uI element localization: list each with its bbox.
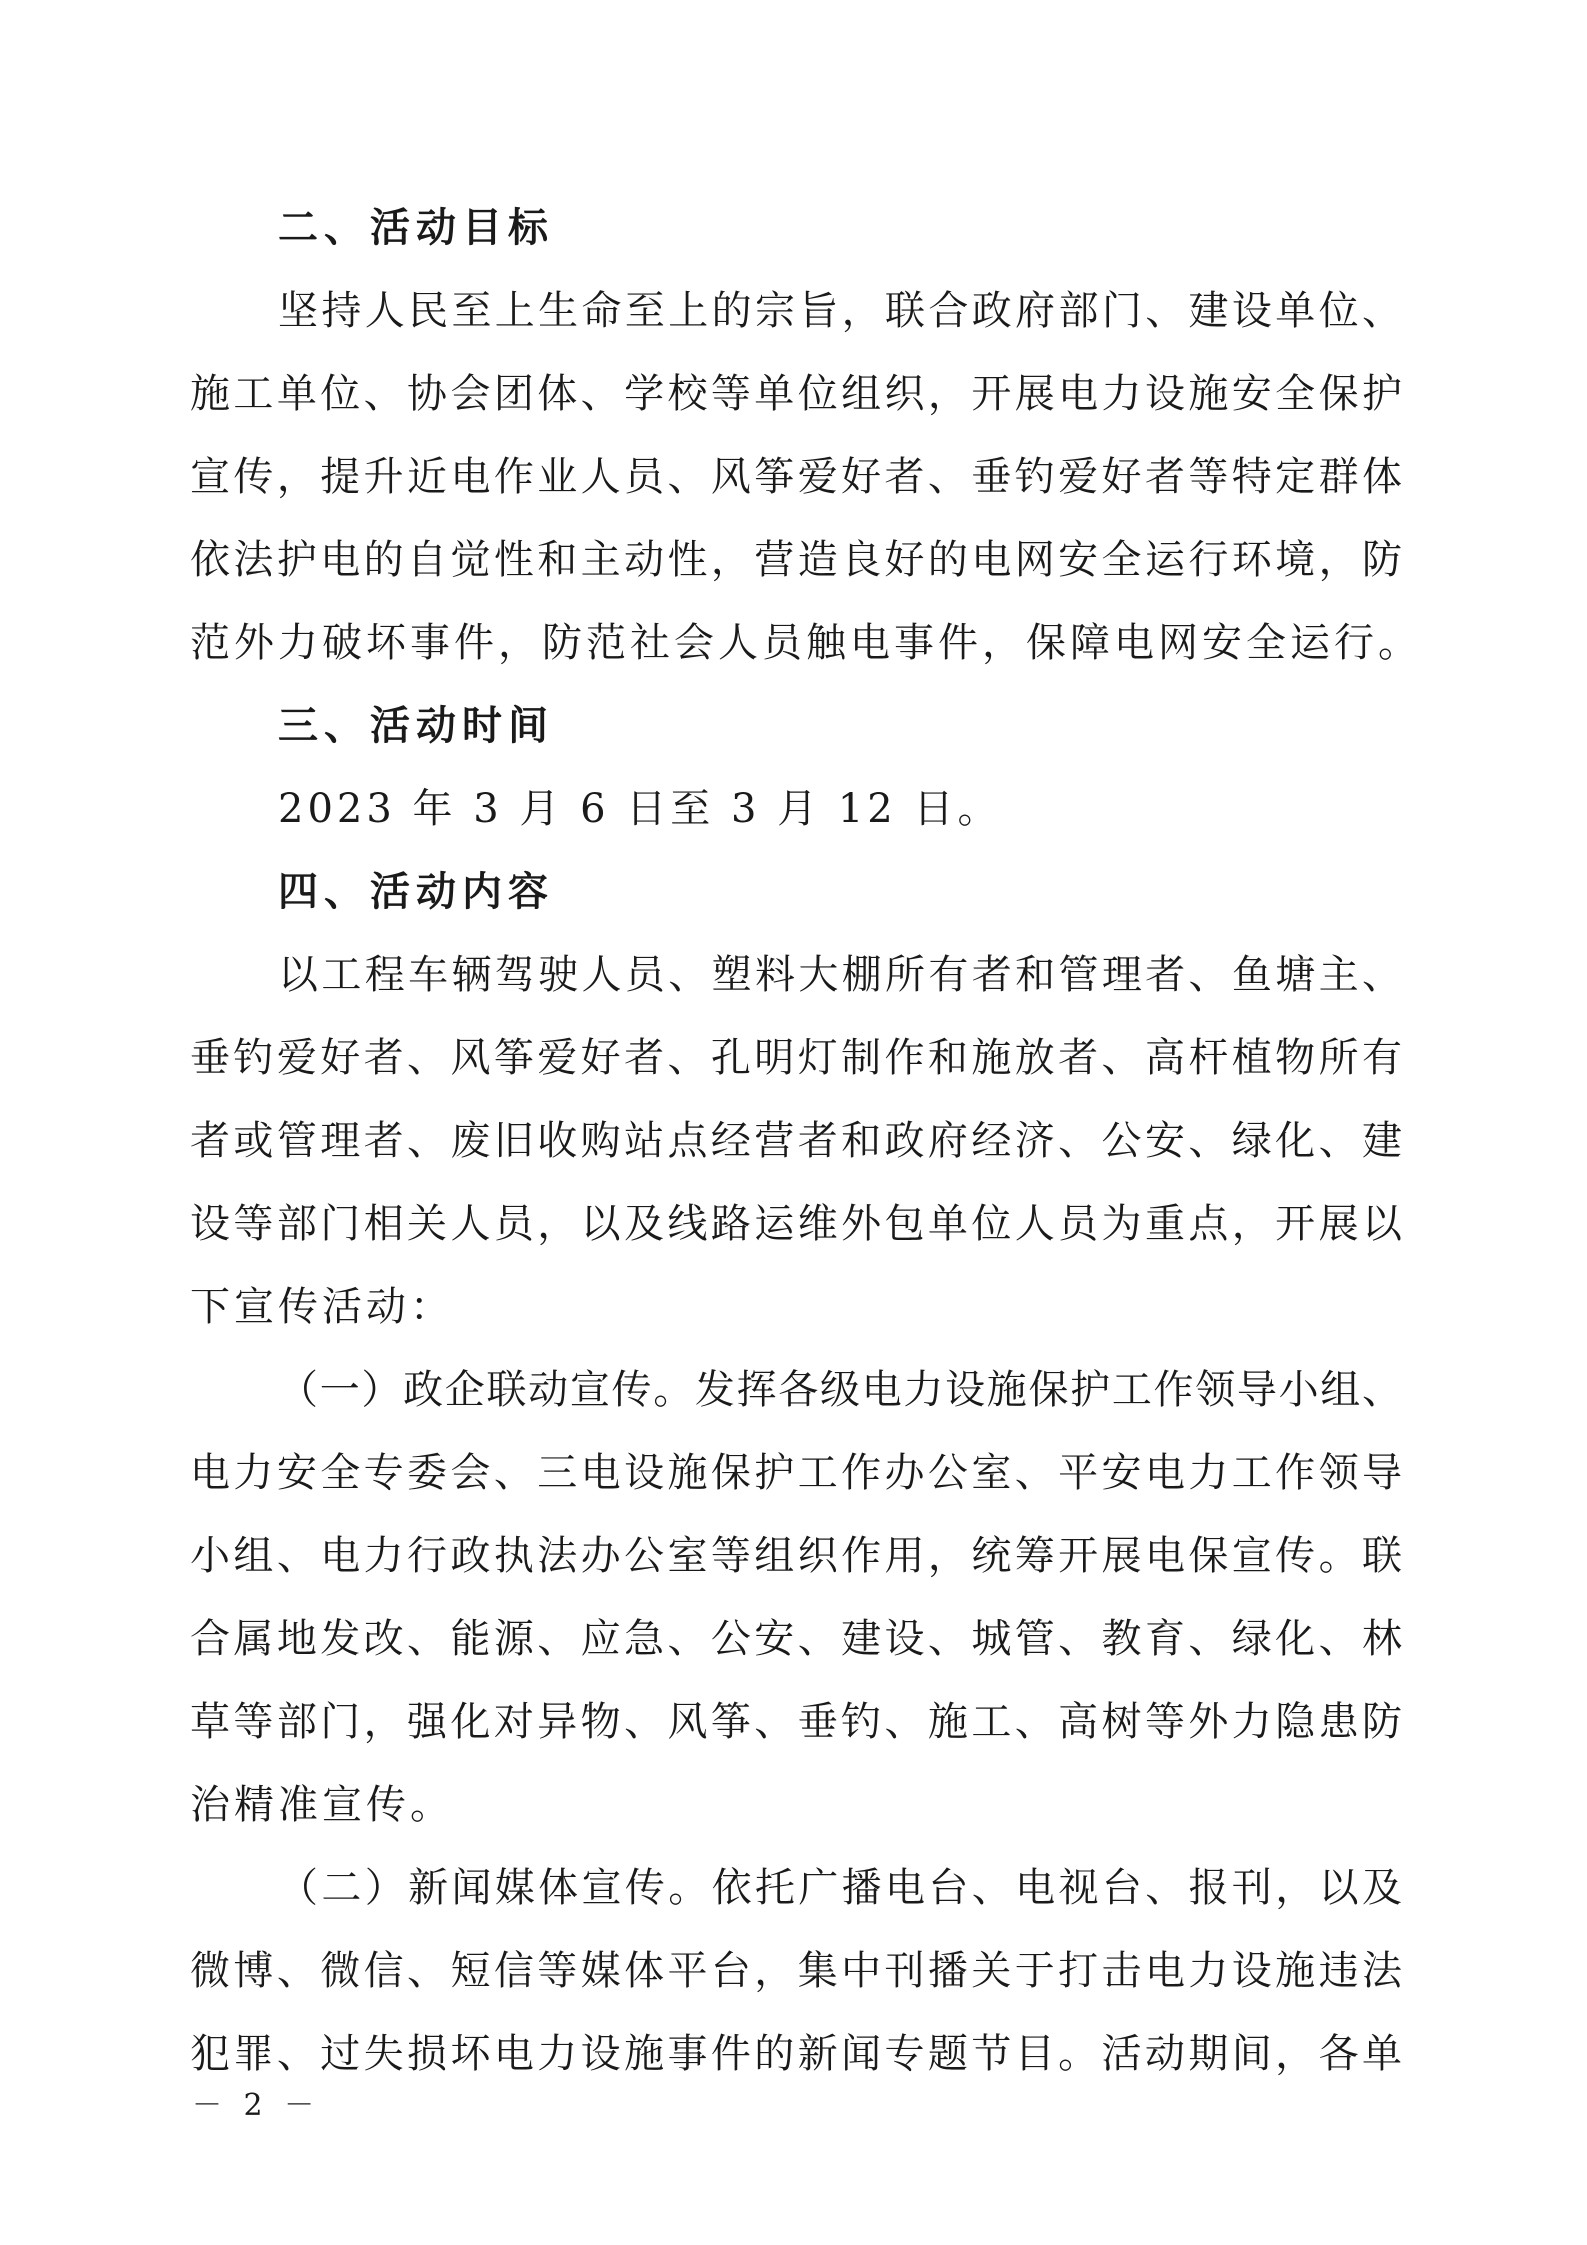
paragraph-line: 犯罪、过失损坏电力设施事件的新闻专题节目。活动期间，各单 — [190, 2031, 1402, 2077]
paragraph-line: 草等部门，强化对异物、风筝、垂钓、施工、高树等外力隐患防 — [190, 1699, 1402, 1745]
paragraph-line: 宣传，提升近电作业人员、风筝爱好者、垂钓爱好者等特定群体 — [190, 454, 1402, 500]
paragraph-line: 合属地发改、能源、应急、公安、建设、城管、教育、绿化、林 — [190, 1616, 1402, 1662]
paragraph-line: 治精准宣传。 — [190, 1782, 454, 1828]
paragraph-line: 微博、微信、短信等媒体平台，集中刊播关于打击电力设施违法 — [190, 1948, 1402, 1994]
paragraph-line: 小组、电力行政执法办公室等组织作用，统筹开展电保宣传。联 — [190, 1533, 1402, 1579]
page-number: － 2 － — [192, 2088, 321, 2123]
activity-date: 2023 年 3 月 6 日至 3 月 12 日。 — [278, 786, 1002, 832]
section-heading: 四、活动内容 — [278, 869, 554, 915]
paragraph-line: 坚持人民至上生命至上的宗旨，联合政府部门、建设单位、 — [278, 288, 1402, 334]
section-heading: 二、活动目标 — [278, 205, 554, 251]
paragraph-line: 电力安全专委会、三电设施保护工作办公室、平安电力工作领导 — [190, 1450, 1402, 1496]
document-body — [190, 198, 1422, 2084]
section-heading: 三、活动时间 — [278, 703, 554, 749]
paragraph-line: 施工单位、协会团体、学校等单位组织，开展电力设施安全保护 — [190, 371, 1402, 417]
paragraph-line: （二）新闻媒体宣传。依托广播电台、电视台、报刊，以及 — [278, 1865, 1402, 1911]
paragraph-line: 范外力破坏事件，防范社会人员触电事件，保障电网安全运行。 — [190, 620, 1422, 666]
paragraph-line: 依法护电的自觉性和主动性，营造良好的电网安全运行环境，防 — [190, 537, 1402, 583]
paragraph-line: 者或管理者、废旧收购站点经营者和政府经济、公安、绿化、建 — [190, 1118, 1402, 1164]
paragraph-line: 下宣传活动： — [190, 1284, 454, 1330]
paragraph-line: （一）政企联动宣传。发挥各级电力设施保护工作领导小组、 — [278, 1367, 1402, 1413]
paragraph-line: 以工程车辆驾驶人员、塑料大棚所有者和管理者、鱼塘主、 — [278, 952, 1402, 998]
paragraph-line: 垂钓爱好者、风筝爱好者、孔明灯制作和施放者、高杆植物所有 — [190, 1035, 1402, 1081]
paragraph-line: 设等部门相关人员，以及线路运维外包单位人员为重点，开展以 — [190, 1201, 1402, 1247]
